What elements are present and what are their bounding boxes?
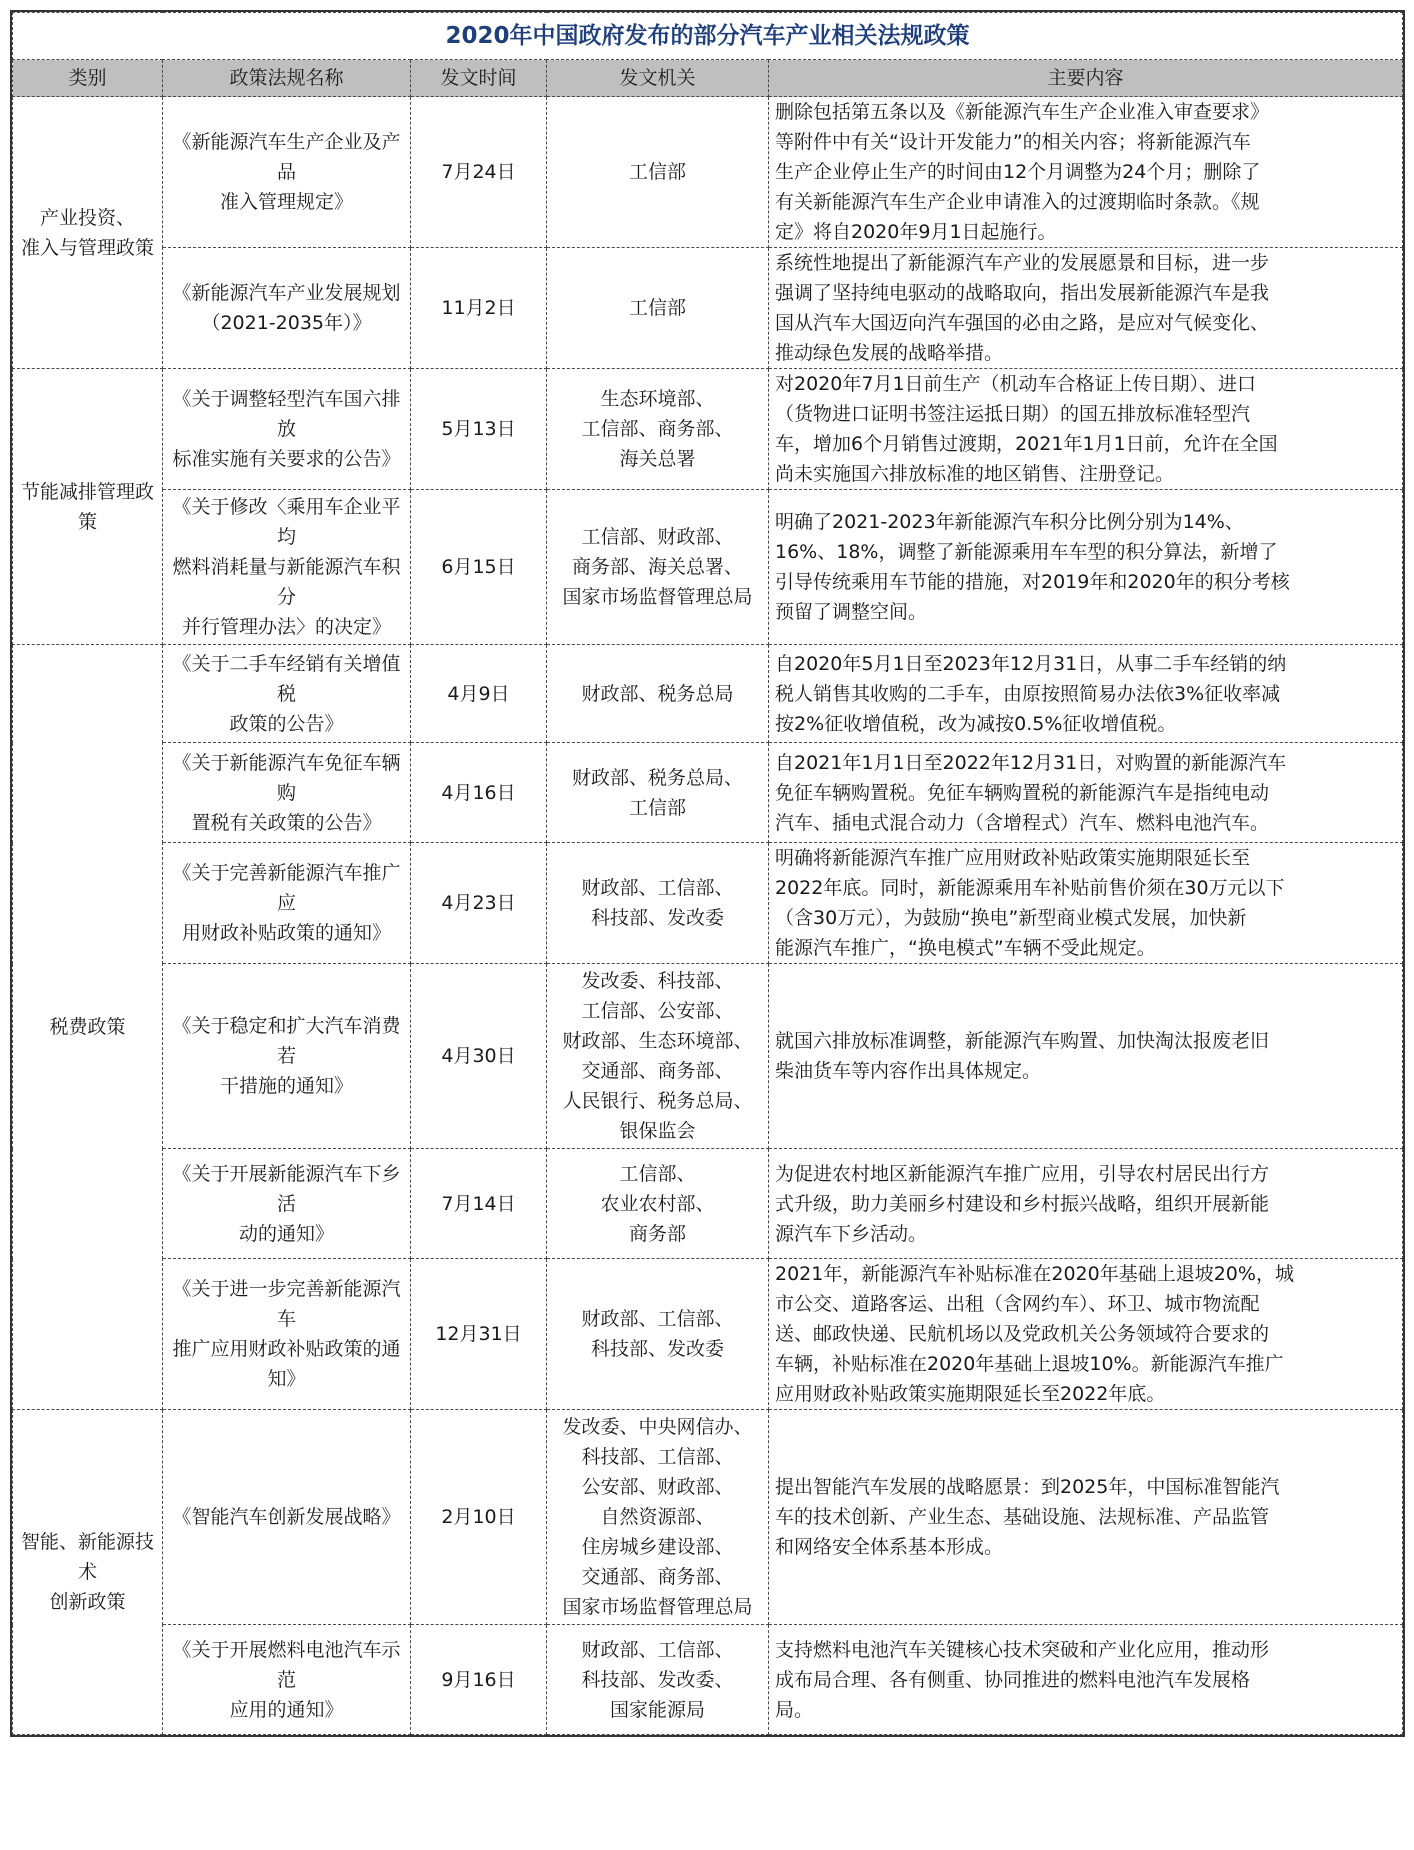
table-row — [13, 1149, 1403, 1259]
table-row — [13, 645, 1403, 743]
table-row — [13, 490, 1403, 645]
text-line: 财政部、工信部、 — [581, 1308, 734, 1330]
text-line: 科技部、发改委 — [590, 1338, 724, 1360]
text-line: 柴油货车等内容作出具体规定。 — [775, 1060, 1042, 1082]
content-cell — [769, 1410, 1403, 1625]
table-row — [13, 97, 1403, 248]
text-line: 住房城乡建设部、 — [581, 1536, 734, 1558]
text-line: 2021年，新能源汽车补贴标准在2020年基础上退坡20%，城 — [775, 1263, 1294, 1285]
text-line: 自2020年5月1日至2023年12月31日，从事二手车经销的纳 — [775, 652, 1287, 675]
agency-cell — [547, 369, 769, 490]
text-line: 推广应用财政补贴政策的通 — [172, 1338, 401, 1360]
text-line: 系统性地提出了新能源汽车产业的发展愿景和目标，进一步 — [775, 252, 1270, 274]
text-line: 《关于新能源汽车免征车辆购 — [172, 751, 401, 804]
text-line: 市公交、道路客运、出租（含网约车）、环卫、城市物流配 — [775, 1293, 1260, 1315]
text-line: 准入与管理政策 — [20, 236, 154, 259]
text-line: 送、邮政快递、民航机场以及党政机关公务领域符合要求的 — [775, 1323, 1270, 1345]
text-line: 按2%征收增值税，改为减按0.5%征收增值税。 — [775, 712, 1177, 735]
issue-date-cell: 9月16日 — [411, 1625, 547, 1735]
table-row — [13, 1410, 1403, 1625]
content-cell — [769, 1149, 1403, 1259]
text-line: 尚未实施国六排放标准的地区销售、注册登记。 — [775, 463, 1175, 485]
policy-name-cell — [163, 97, 411, 248]
text-line: 《智能汽车创新发展战略》 — [172, 1506, 401, 1528]
text-line: 式升级，助力美丽乡村建设和乡村振兴战略，组织开展新能 — [775, 1192, 1270, 1215]
text-line: 动的通知》 — [238, 1222, 334, 1245]
text-line: 车辆，补贴标准在2020年基础上退坡10%。新能源汽车推广 — [775, 1353, 1284, 1375]
content-cell — [769, 369, 1403, 490]
text-line: 工信部、公安部、 — [581, 1000, 734, 1022]
policy-name-cell — [163, 1410, 411, 1625]
text-line: 知》 — [267, 1368, 306, 1390]
table-row — [13, 964, 1403, 1149]
text-line: 支持燃料电池汽车关键核心技术突破和产业化应用，推动形 — [775, 1638, 1270, 1661]
table-title: 2020年中国政府发布的部分汽车产业相关法规政策 — [13, 13, 1403, 60]
table-row — [13, 843, 1403, 964]
text-line: 并行管理办法〉的决定》 — [181, 616, 391, 638]
category-cell — [13, 369, 163, 645]
text-line: 局。 — [775, 1698, 814, 1721]
text-line: 财政部、税务总局、 — [571, 766, 743, 789]
text-line: 《新能源汽车生产企业及产品 — [172, 131, 401, 183]
text-line: 成布局合理、各有侧重、协同推进的燃料电池汽车发展格 — [775, 1668, 1251, 1691]
content-cell — [769, 97, 1403, 248]
issue-date-cell: 5月13日 — [411, 369, 547, 490]
text-line: （2021-2035年）》 — [201, 312, 372, 334]
agency-cell — [547, 743, 769, 843]
table-row — [13, 1259, 1403, 1410]
text-line: 有关新能源汽车生产企业申请准入的过渡期临时条款。《规 — [775, 191, 1260, 213]
content-cell — [769, 645, 1403, 743]
agency-cell — [547, 645, 769, 743]
text-line: 创新政策 — [49, 1591, 126, 1613]
policy-name-cell — [163, 964, 411, 1149]
text-line: 工信部 — [628, 161, 686, 183]
issue-date-cell: 4月23日 — [411, 843, 547, 964]
text-line: 科技部、发改委 — [590, 907, 724, 929]
text-line: 交通部、商务部、 — [581, 1060, 734, 1082]
table-row — [13, 1625, 1403, 1735]
text-line: 2022年底。同时，新能源乘用车补贴前售价须在30万元以下 — [775, 877, 1285, 899]
text-line: 《关于调整轻型汽车国六排放 — [172, 388, 401, 440]
text-line: 国家能源局 — [609, 1698, 705, 1721]
text-line: 用财政补贴政策的通知》 — [181, 922, 391, 944]
text-line: 税费政策 — [49, 1016, 126, 1038]
text-line: 工信部、财政部、 — [581, 526, 734, 548]
text-line: （货物进口证明书签注运抵日期）的国五排放标准轻型汽 — [775, 403, 1251, 425]
text-line: 财政部、工信部、 — [581, 877, 734, 899]
category-cell — [13, 1410, 163, 1735]
text-line: 16%、18%，调整了新能源乘用车车型的积分算法，新增了 — [775, 541, 1278, 563]
text-line: 《关于开展燃料电池汽车示范 — [172, 1638, 401, 1691]
table-row — [13, 248, 1403, 369]
category-cell — [13, 97, 163, 369]
text-line: 交通部、商务部、 — [581, 1566, 734, 1588]
text-line: 等附件中有关“设计开发能力”的相关内容；将新能源汽车 — [775, 131, 1251, 153]
agency-cell — [547, 843, 769, 964]
text-line: 财政部、工信部、 — [581, 1638, 734, 1661]
text-line: 工信部、商务部、 — [581, 418, 734, 440]
text-line: 《关于完善新能源汽车推广应 — [172, 862, 401, 914]
policy-name-cell — [163, 843, 411, 964]
content-cell — [769, 248, 1403, 369]
text-line: 明确将新能源汽车推广应用财政补贴政策实施期限延长至 — [775, 847, 1251, 869]
text-line: 自然资源部、 — [600, 1506, 715, 1528]
text-line: 车，增加6个月销售过渡期，2021年1月1日前，允许在全国 — [775, 433, 1278, 455]
text-line: 《关于进一步完善新能源汽车 — [172, 1278, 401, 1330]
text-line: 引导传统乘用车节能的措施，对2019年和2020年的积分考核 — [775, 571, 1290, 593]
text-line: 海关总署 — [619, 448, 696, 470]
issue-date-cell: 2月10日 — [411, 1410, 547, 1625]
text-line: 产业投资、 — [39, 206, 135, 229]
text-line: 政策的公告》 — [229, 712, 344, 735]
agency-cell — [547, 1625, 769, 1735]
text-line: 预留了调整空间。 — [775, 601, 928, 623]
text-line: 银保监会 — [619, 1120, 696, 1142]
text-line: 定》将自2020年9月1日起施行。 — [775, 221, 1057, 243]
text-line: 和网络安全体系基本形成。 — [775, 1536, 1004, 1558]
text-line: 生产企业停止生产的时间由12个月调整为24个月；删除了 — [775, 161, 1261, 183]
text-line: 就国六排放标准调整，新能源汽车购置、加快淘汰报废老旧 — [775, 1030, 1270, 1052]
agency-cell — [547, 964, 769, 1149]
text-line: 公安部、财政部、 — [581, 1476, 734, 1498]
text-line: 删除包括第五条以及《新能源汽车生产企业准入审查要求》 — [775, 101, 1270, 123]
header-row — [13, 60, 1403, 97]
policy-name-cell — [163, 1259, 411, 1410]
text-line: 车的技术创新、产业生态、基础设施、法规标准、产品监管 — [775, 1506, 1270, 1528]
issue-date-cell: 7月24日 — [411, 97, 547, 248]
issue-date-cell: 4月9日 — [411, 645, 547, 743]
content-cell — [769, 1259, 1403, 1410]
content-cell — [769, 490, 1403, 645]
policy-table-sheet — [12, 12, 1402, 1735]
table-row — [13, 743, 1403, 843]
header-policy-name: 政策法规名称 — [163, 60, 411, 97]
text-line: 自2021年1月1日至2022年12月31日，对购置的新能源汽车 — [775, 751, 1287, 774]
text-line: 能源汽车推广，“换电模式”车辆不受此规定。 — [775, 937, 1156, 959]
text-line: 《关于开展新能源汽车下乡活 — [172, 1162, 401, 1215]
content-cell — [769, 964, 1403, 1149]
header-main-content: 主要内容 — [769, 60, 1403, 97]
content-cell — [769, 743, 1403, 843]
text-line: 节能减排管理政策 — [20, 480, 154, 533]
text-line: 干措施的通知》 — [219, 1075, 353, 1097]
text-line: 财政部、税务总局 — [581, 682, 734, 705]
content-cell — [769, 1625, 1403, 1735]
text-line: 科技部、工信部、 — [581, 1446, 734, 1468]
text-line: 农业农村部、 — [600, 1192, 715, 1215]
text-line: 财政部、生态环境部、 — [562, 1030, 753, 1052]
header-category: 类别 — [13, 60, 163, 97]
text-line: 明确了2021-2023年新能源汽车积分比例分别为14%、 — [775, 511, 1244, 533]
text-line: 工信部 — [628, 297, 686, 319]
text-line: 发改委、中央网信办、 — [562, 1416, 753, 1438]
text-line: 置税有关政策的公告》 — [191, 811, 382, 834]
agency-cell — [547, 1259, 769, 1410]
text-line: 国从汽车大国迈向汽车强国的必由之路，是应对气候变化、 — [775, 312, 1270, 334]
text-line: 《新能源汽车产业发展规划 — [172, 282, 401, 304]
policy-name-cell — [163, 248, 411, 369]
text-line: 汽车、插电式混合动力（含增程式）汽车、燃料电池汽车。 — [775, 811, 1270, 834]
text-line: 发改委、科技部、 — [581, 970, 734, 992]
text-line: 科技部、发改委、 — [581, 1668, 734, 1691]
text-line: 国家市场监督管理总局 — [562, 1596, 753, 1618]
header-issue-date: 发文时间 — [411, 60, 547, 97]
table-row — [13, 369, 1403, 490]
policy-name-cell — [163, 645, 411, 743]
issue-date-cell: 4月16日 — [411, 743, 547, 843]
issue-date-cell: 6月15日 — [411, 490, 547, 645]
text-line: 商务部 — [628, 1222, 686, 1245]
agency-cell — [547, 97, 769, 248]
text-line: 商务部、海关总署、 — [571, 556, 743, 578]
agency-cell — [547, 1410, 769, 1625]
text-line: 准入管理规定》 — [219, 191, 353, 213]
text-line: 工信部、 — [619, 1162, 696, 1185]
policy-name-cell — [163, 490, 411, 645]
policy-name-cell — [163, 1149, 411, 1259]
text-line: 智能、新能源技术 — [20, 1531, 154, 1583]
text-line: 国家市场监督管理总局 — [562, 586, 753, 608]
category-cell — [13, 645, 163, 1410]
issue-date-cell: 4月30日 — [411, 964, 547, 1149]
text-line: 免征车辆购置税。免征车辆购置税的新能源汽车是指纯电动 — [775, 781, 1270, 804]
text-line: 生态环境部、 — [600, 388, 715, 410]
issue-date-cell: 7月14日 — [411, 1149, 547, 1259]
policy-name-cell — [163, 743, 411, 843]
text-line: 对2020年7月1日前生产（机动车合格证上传日期）、进口 — [775, 373, 1257, 395]
content-cell — [769, 843, 1403, 964]
text-line: 《关于二手车经销有关增值税 — [172, 652, 401, 705]
text-line: 税人销售其收购的二手车，由原按照简易办法依3%征收率减 — [775, 682, 1281, 705]
text-line: 标准实施有关要求的公告》 — [172, 448, 401, 470]
issue-date-cell: 11月2日 — [411, 248, 547, 369]
text-line: 《关于稳定和扩大汽车消费若 — [172, 1015, 401, 1067]
text-line: 推动绿色发展的战略举措。 — [775, 342, 1004, 364]
text-line: 《关于修改〈乘用车企业平均 — [172, 496, 401, 548]
header-issuing-agency: 发文机关 — [547, 60, 769, 97]
text-line: 工信部 — [628, 796, 686, 819]
agency-cell — [547, 1149, 769, 1259]
text-line: 应用财政补贴政策实施期限延长至2022年底。 — [775, 1383, 1166, 1405]
text-line: （含30万元），为鼓励“换电”新型商业模式发展，加快新 — [775, 907, 1247, 929]
text-line: 为促进农村地区新能源汽车推广应用，引导农村居民出行方 — [775, 1162, 1270, 1185]
text-line: 应用的通知》 — [229, 1698, 344, 1721]
table-body — [13, 97, 1403, 1735]
text-line: 强调了坚持纯电驱动的战略取向，指出发展新能源汽车是我 — [775, 282, 1270, 304]
text-line: 人民银行、税务总局、 — [562, 1090, 753, 1112]
text-line: 提出智能汽车发展的战略愿景：到2025年，中国标准智能汽 — [775, 1476, 1280, 1498]
policy-table — [12, 12, 1403, 1735]
issue-date-cell: 12月31日 — [411, 1259, 547, 1410]
agency-cell — [547, 248, 769, 369]
text-line: 燃料消耗量与新能源汽车积分 — [172, 556, 401, 608]
policy-name-cell — [163, 1625, 411, 1735]
policy-name-cell — [163, 369, 411, 490]
text-line: 源汽车下乡活动。 — [775, 1222, 928, 1245]
agency-cell — [547, 490, 769, 645]
